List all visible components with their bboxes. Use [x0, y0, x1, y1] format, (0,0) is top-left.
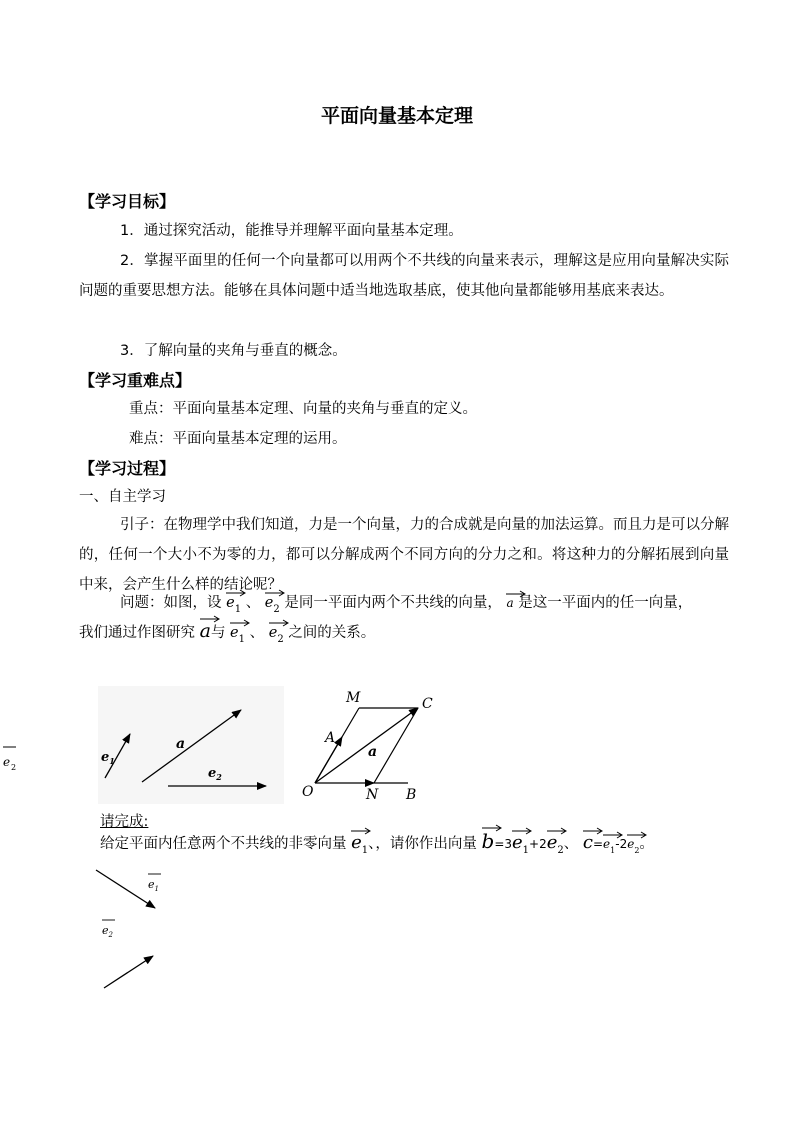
task-vector-e1: $e_1$ — [351, 834, 368, 852]
keypoint-difficulty: 难点：平面向量基本定理的运用。 — [129, 431, 347, 447]
vector-e2-ref: $e_2$ — [269, 626, 284, 641]
label-a-parallelogram: a — [368, 744, 378, 760]
task-vectors-figure — [88, 862, 178, 994]
objective-3: 3．了解向量的夹角与垂直的概念。 — [120, 343, 347, 359]
label-A: A — [325, 730, 336, 746]
label-a: a — [176, 736, 186, 752]
vector-e2: $e_2$ — [265, 596, 280, 611]
vector-a-small: a — [506, 597, 513, 609]
vector-e1-ref: $e_1$ — [230, 626, 245, 641]
task-b-e1: $e_1$ — [512, 834, 529, 852]
label-e2: $e_2$ — [208, 766, 222, 782]
question-line-2: 我们通过作图研究 a与 $e_1$ 、 $e_2$ 之间的关系。 — [79, 618, 375, 648]
task-label-e1: $e_1$ — [148, 878, 159, 893]
section-objectives-heading: 【学习目标】 — [79, 192, 176, 211]
question-line-1: 问题：如图，设 $e_1$ 、 $e_2$ 是同一平面内两个不共线的向量， a 是这一平面内的任一向量， — [79, 588, 692, 618]
task-label-e2: $e_2$ — [102, 924, 113, 939]
label-B: B — [406, 787, 417, 803]
task-c-e2: $e_2$ — [627, 838, 639, 850]
self-study-heading: 一、自主学习 — [79, 489, 166, 505]
task-line: 给定平面内任意两个不共线的非零向量 $e_1$、，请你作出向量 b=3 $e_1+2$ $e_2$、 c= $e_1-2$ $e_2$。 — [100, 829, 654, 859]
keypoint-focus: 重点：平面向量基本定理、向量的夹角与垂直的定义。 — [129, 401, 477, 417]
page-title: 平面向量基本定理 — [320, 105, 473, 127]
label-O: O — [302, 784, 314, 800]
section-process-heading: 【学习过程】 — [79, 459, 176, 478]
objective-2: 2．掌握平面里的任何一个向量都可以用两个不共线的向量来表示，理解这是应用向量解决实际问题的重要思想方法。能够在具体问题中适当地选取基底，使其他向量都能够用基底来表达。 — [79, 253, 729, 299]
intro-paragraph: 引子：在物理学中我们知道，力是一个向量，力的合成就是向量的加法运算。而且力是可以分解的，任何一个大小不为零的力，都可以分解成两个不同方向的分力之和。将这种力的分解拓展到向量中来，会产生什么样的结论呢？ — [79, 517, 729, 593]
task-arrow-e1 — [96, 870, 155, 908]
label-M: M — [346, 690, 361, 706]
vector-decomposition-figure — [98, 686, 448, 806]
section-keypoints-heading: 【学习重难点】 — [79, 371, 192, 390]
vector-a: a — [200, 622, 211, 641]
label-e1: $e_1$ — [101, 750, 115, 766]
svg-text:e: e — [3, 755, 11, 769]
task-label: 请完成: — [100, 814, 149, 830]
task-vector-c: c — [583, 834, 593, 852]
task-c-e1: $e_1$ — [603, 838, 615, 850]
margin-e2-label — [0, 742, 22, 774]
label-C: C — [422, 696, 433, 712]
task-b-e2: $e_2$ — [547, 834, 564, 852]
objective-1: 1．通过探究活动，能推导并理解平面向量基本定理。 — [120, 223, 463, 239]
segment-CN — [374, 708, 418, 783]
task-vector-b: b — [482, 831, 495, 851]
task-arrow-e2 — [104, 956, 153, 988]
label-N: N — [366, 787, 379, 803]
vector-e1: $e_1$ — [226, 596, 241, 611]
svg-text:2: 2 — [11, 763, 17, 772]
